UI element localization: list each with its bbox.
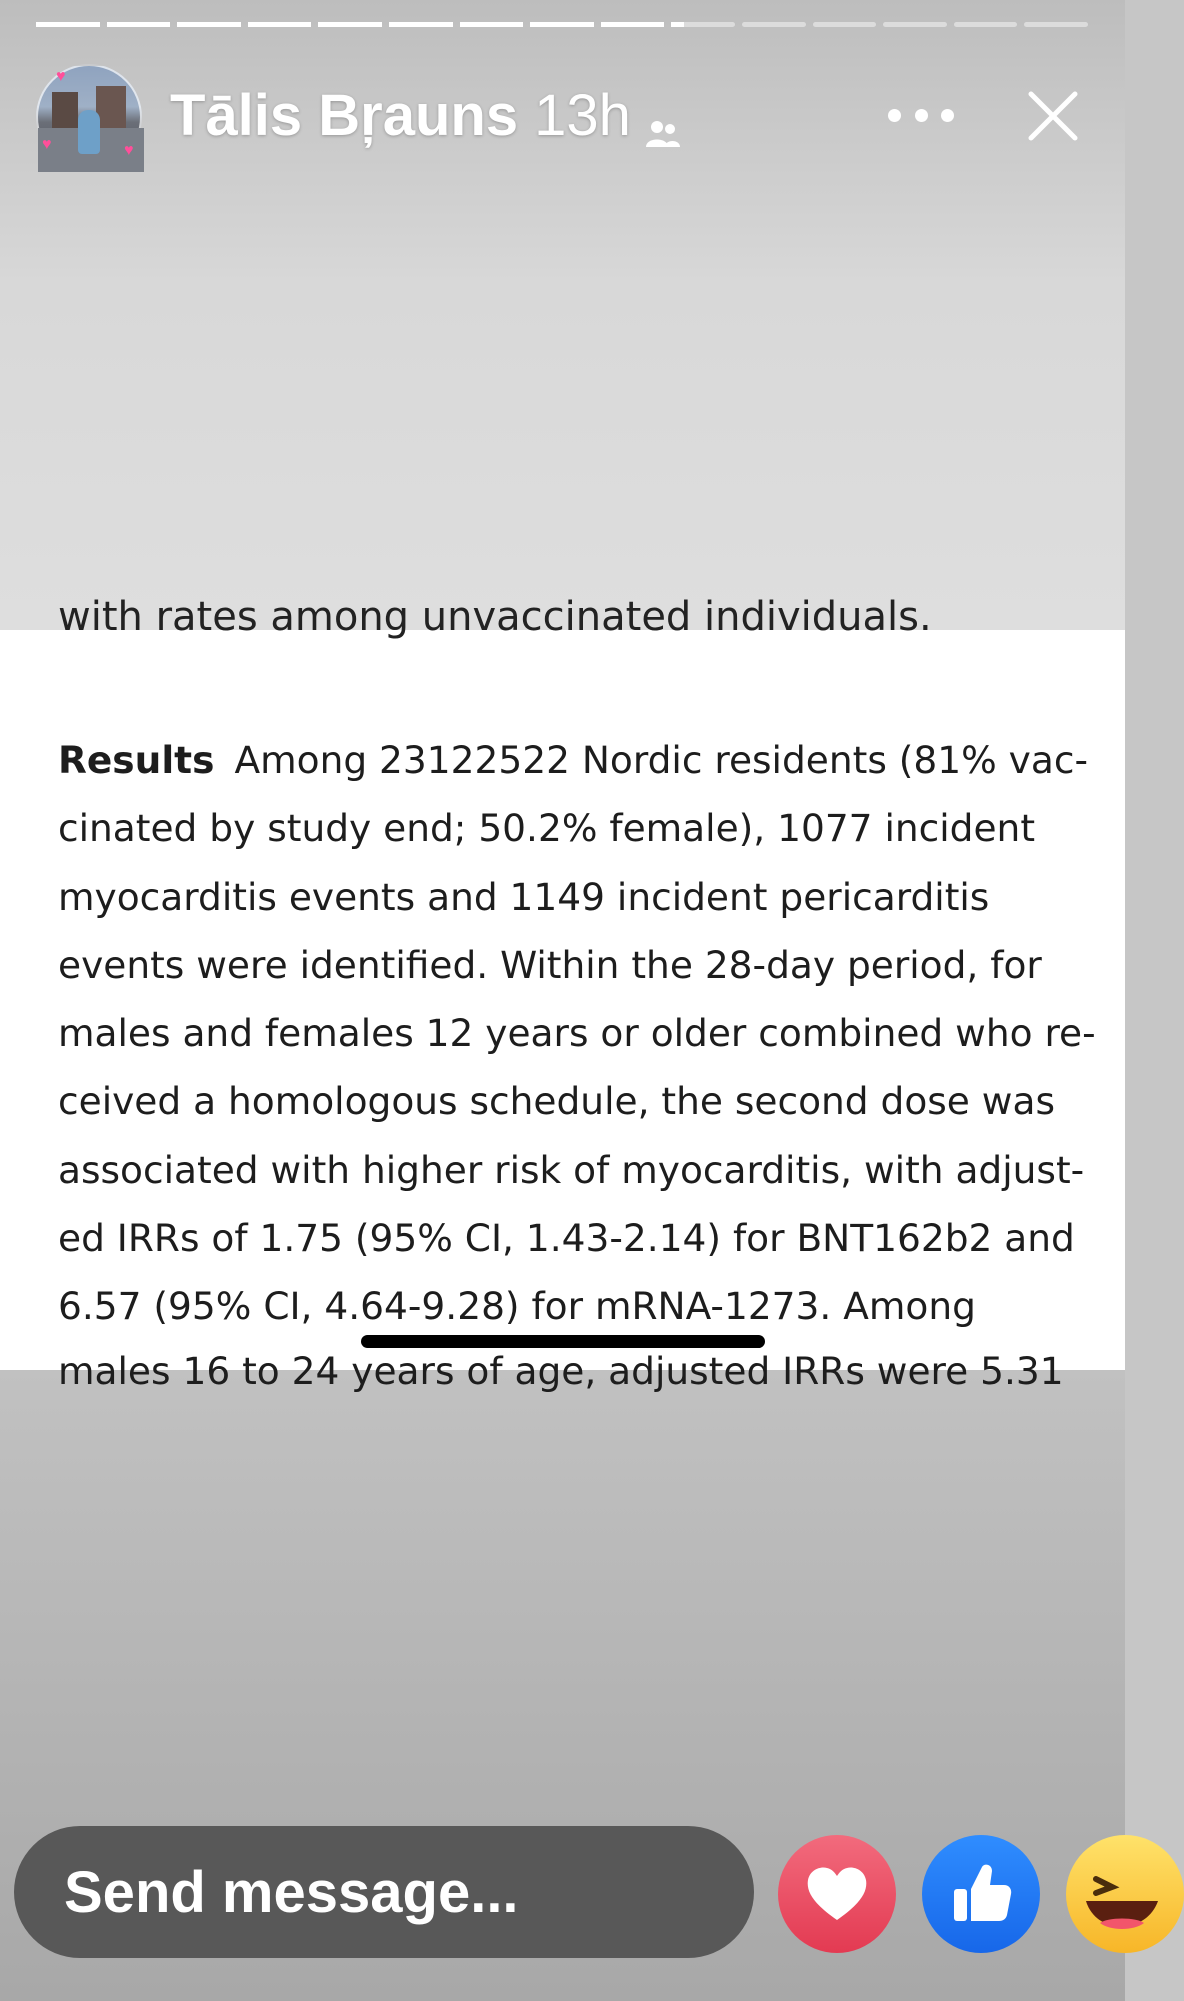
paragraph-line: males and females 12 years or older combined who re- (58, 1011, 1096, 1056)
story-progress-segment (1024, 22, 1088, 27)
story-progress-bar (36, 22, 1088, 28)
paragraph-line: cinated by study end; 50.2% female), 1077 incident (58, 806, 1036, 851)
story-progress-segment (530, 22, 594, 27)
story-progress-segment (248, 22, 312, 27)
close-icon[interactable] (1023, 86, 1083, 146)
story-progress-segment (107, 22, 171, 27)
story-header (0, 60, 1125, 170)
story-progress-segment (883, 22, 947, 27)
thumbs-up-icon[interactable] (922, 1835, 1040, 1953)
story-author-line (170, 80, 683, 150)
paragraph-line: ed IRRs of 1.75 (95% CI, 1.43-2.14) for BNT162b2 and (58, 1216, 1075, 1261)
user-name[interactable]: Tālis Bŗauns (170, 82, 519, 148)
paragraph-line: associated with higher risk of myocarditis, with adjust- (58, 1147, 1085, 1192)
more-dots-icon[interactable] (888, 90, 954, 140)
paragraph-line: myocarditis events and 1149 incident pericarditis (58, 874, 990, 919)
heart-icon[interactable] (778, 1835, 896, 1953)
story-progress-segment (671, 22, 735, 27)
cut-top-line: with rates among unvaccinated individuals. (58, 594, 932, 640)
story-progress-segment (177, 22, 241, 27)
haha-emoji-icon[interactable] (1066, 1835, 1184, 1953)
avatar[interactable]: ♥ ♥ ♥ (36, 64, 142, 170)
story-progress-segment (36, 22, 100, 27)
paragraph-line: events were identified. Within the 28-day period, for (58, 942, 1042, 987)
story-progress-segment (460, 22, 524, 27)
post-time: 13h (534, 82, 631, 148)
story-progress-segment (813, 22, 877, 27)
paragraph-line: ceived a homologous schedule, the second dose was (58, 1079, 1055, 1124)
results-paragraph (58, 726, 1096, 1405)
story-image-document (0, 594, 1125, 1393)
story-progress-segment (389, 22, 453, 27)
story-progress-segment (318, 22, 382, 27)
story-progress-segment (954, 22, 1018, 27)
story-progress-segment (742, 22, 806, 27)
story-progress-segment (601, 22, 665, 27)
paragraph-line: 6.57 (95% CI, 4.64-9.28) for mRNA-1273. Among (58, 1284, 976, 1329)
send-message-placeholder: Send message... (64, 1859, 519, 1925)
results-heading: Results (58, 738, 215, 782)
story-footer (0, 1826, 1125, 1961)
cut-bottom-line: males 16 to 24 years of age, adjusted IRRs were 5.31 (58, 1348, 1064, 1393)
paragraph-line-0: Results Among 23122522 Nordic residents (81% vac- (58, 738, 1089, 782)
scroll-indicator (361, 1335, 765, 1348)
send-message-input[interactable] (14, 1826, 754, 1958)
friends-icon (643, 98, 683, 132)
